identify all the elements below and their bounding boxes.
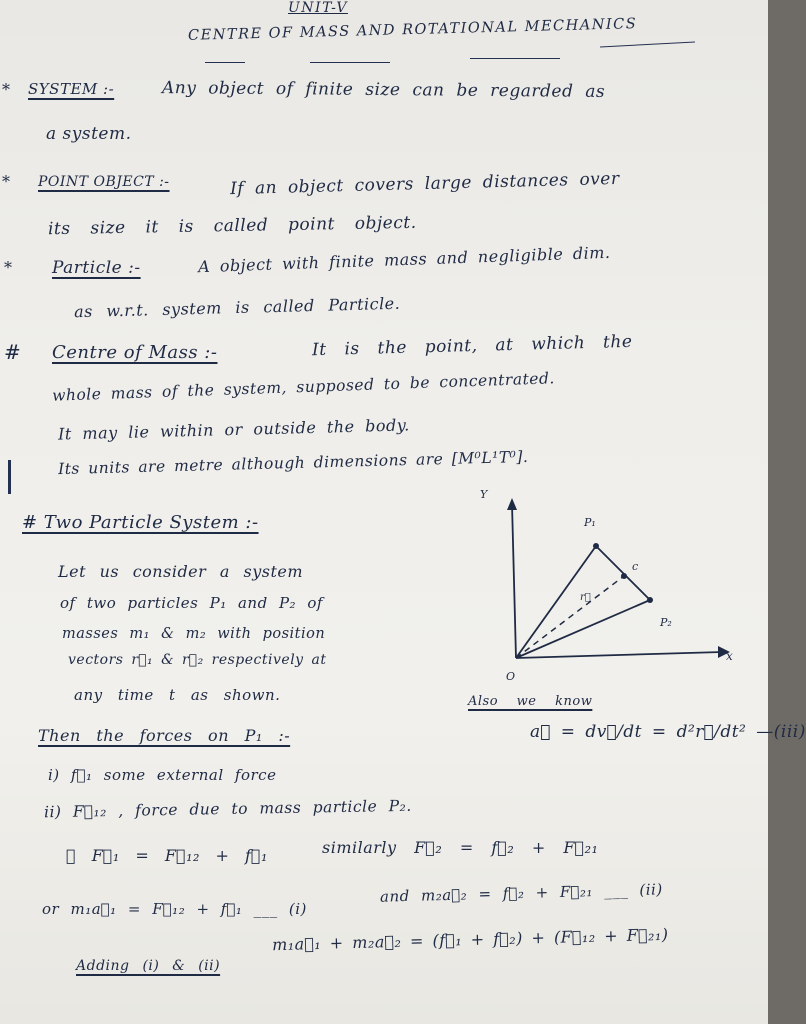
term-system: SYSTEM :- (28, 80, 115, 98)
definition-point-object-line1: If an object covers large distances over (229, 168, 620, 200)
term-point-object: POINT OBJECT :- (38, 174, 170, 190)
equation-i: or m₁a⃗₁ = F⃗₁₂ + f⃗₁ ___ (i) (42, 900, 307, 918)
definition-system-line1: Any object of finite size can be regarded as (161, 78, 606, 102)
also-we-know-label: Also we know (468, 694, 593, 709)
two-particle-line4: vectors r⃗₁ & r⃗₂ respectively at (68, 652, 327, 668)
definition-point-object-line2: its size it is called point object. (47, 212, 417, 240)
com-definition-line1: It is the point, at which the (311, 331, 633, 361)
definition-particle-line2: as w.r.t. system is called Particle. (73, 293, 401, 322)
bullet-star: * (2, 172, 10, 191)
force-internal: ii) F⃗₁₂ , force due to mass particle P₂. (43, 796, 412, 822)
title-underline (310, 62, 390, 63)
rc-label: r⃗ (580, 592, 591, 603)
vector-rc-dashed (516, 576, 624, 658)
title-underline (600, 42, 695, 48)
position-vector-diagram (480, 488, 760, 690)
p1-label: P₁ (584, 516, 596, 529)
p2-label: P₂ (660, 616, 672, 629)
adding-label: Adding (i) & (ii) (76, 958, 221, 974)
two-particle-line1: Let us consider a system (58, 562, 304, 581)
com-definition-line2: whole mass of the system, supposed to be concentrated. (51, 369, 556, 405)
title-underline (470, 58, 560, 59)
origin-label: O (506, 670, 516, 683)
x-axis (516, 652, 722, 658)
term-centre-of-mass: Centre of Mass :- (52, 342, 218, 363)
two-particle-line5: any time t as shown. (74, 686, 281, 704)
title-underline (205, 62, 245, 63)
point-c (621, 573, 627, 579)
y-axis-label: Y (480, 488, 488, 501)
equation-f2: similarly F⃗₂ = f⃗₂ + F⃗₂₁ (322, 838, 599, 857)
section-heading-two-particle: # Two Particle System :- (22, 512, 259, 533)
point-p2 (647, 597, 653, 603)
equation-ii: and m₂a⃗₂ = f⃗₂ + F⃗₂₁ ___ (ii) (379, 880, 663, 906)
bullet-hash: # (4, 340, 21, 364)
two-particle-line3: masses m₁ & m₂ with position (62, 626, 326, 642)
equation-sum: m₁a⃗₁ + m₂a⃗₂ = (f⃗₁ + f⃗₂) + (F⃗₁₂ + F⃗₂₁) (271, 924, 669, 955)
bullet-star: * (2, 80, 10, 99)
definition-particle-line1: A object with finite mass and negligible dim. (197, 242, 611, 277)
force-external: i) f⃗₁ some external force (48, 766, 277, 784)
x-axis-label: x (726, 649, 733, 663)
forces-intro: Then the forces on P₁ :- (38, 726, 291, 745)
com-definition-line4: Its units are metre although dimensions are [M⁰L¹T⁰]. (57, 447, 529, 479)
acceleration-equation: a⃗ = dv⃗/dt = d²r⃗/dt² —(iii) (530, 722, 806, 742)
y-axis-arrowhead (507, 498, 517, 510)
bullet-star: * (4, 258, 12, 277)
margin-mark (8, 460, 11, 494)
point-p1 (593, 543, 599, 549)
unit-label: UNIT-V (288, 0, 348, 16)
definition-system-line2: a system. (46, 124, 132, 144)
equation-f1: ∴ F⃗₁ = F⃗₁₂ + f⃗₁ (66, 846, 268, 865)
com-definition-line3: It may lie within or outside the body. (57, 415, 410, 444)
page-title: CENTRE OF MASS AND ROTATIONAL MECHANICS (187, 16, 638, 44)
y-axis (512, 504, 516, 658)
term-particle: Particle :- (52, 258, 141, 278)
c-label: c (632, 560, 639, 573)
two-particle-line2: of two particles P₁ and P₂ of (60, 594, 323, 612)
